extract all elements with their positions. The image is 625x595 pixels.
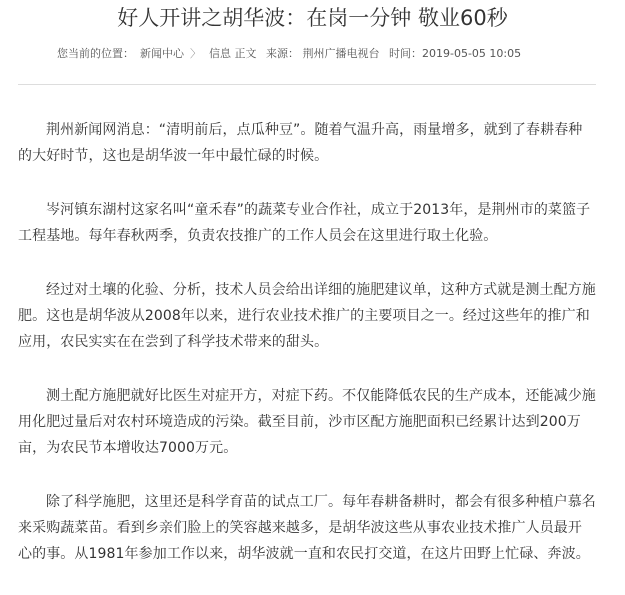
article-meta <box>57 46 527 62</box>
paragraph: 荆州新闻网消息：“清明前后，点瓜种豆”。随着气温升高，雨量增多，就到了春耕春种的大好时节，这也是胡华波一年中最忙碌的时候。 <box>18 122 583 164</box>
breadcrumb-section-link[interactable]: 信息 <box>209 47 231 60</box>
article-source: 来源： 荆州广播电视台 <box>266 47 380 60</box>
breadcrumb-separator-icon: 〉 <box>190 47 201 60</box>
paragraph: 测土配方施肥就好比医生对症开方，对症下药。不仅能降低农民的生产成本，还能减少施用化肥过量后对农村环境造成的污染。截至目前，沙市区配方施肥面积已经累计达到200万亩，为农民节本增收达7000万元。 <box>18 388 596 456</box>
paragraph: 岑河镇东湖村这家名叫“童禾春”的蔬菜专业合作社，成立于2013年，是荆州市的菜篮子工程基地。每年春秋两季，负责农技推广的工作人员会在这里进行取土化验。 <box>18 202 591 244</box>
article-body <box>18 117 596 595</box>
article-time: 时间：2019-05-05 10:05 <box>389 47 522 60</box>
paragraph: 经过对土壤的化验、分析，技术人员会给出详细的施肥建议单，这种方式就是测土配方施肥。这也是胡华波从2008年以来，进行农业技术推广的主要项目之一。经过这些年的推广和应用，农民实实在在尝到了科学技术带来的甜头。 <box>18 282 596 350</box>
body-label: 正文 <box>234 47 257 60</box>
breadcrumb-news-center-link[interactable]: 新闻中心 <box>140 47 184 60</box>
title-divider <box>18 84 596 85</box>
breadcrumb-prefix: 您当前的位置： <box>57 47 134 60</box>
paragraph: 除了科学施肥，这里还是科学育苗的试点工厂。每年春耕备耕时，都会有很多种植户慕名来采购蔬菜苗。看到乡亲们脸上的笑容越来越多，是胡华波这些从事农业技术推广人员最开心的事。从1981年参加工作以来，胡华波就一直和农民打交道，在这片田野上忙碌、奔波。 <box>18 494 596 562</box>
article-title: 好人开讲之胡华波：在岗一分钟 敬业60秒 <box>117 6 508 30</box>
